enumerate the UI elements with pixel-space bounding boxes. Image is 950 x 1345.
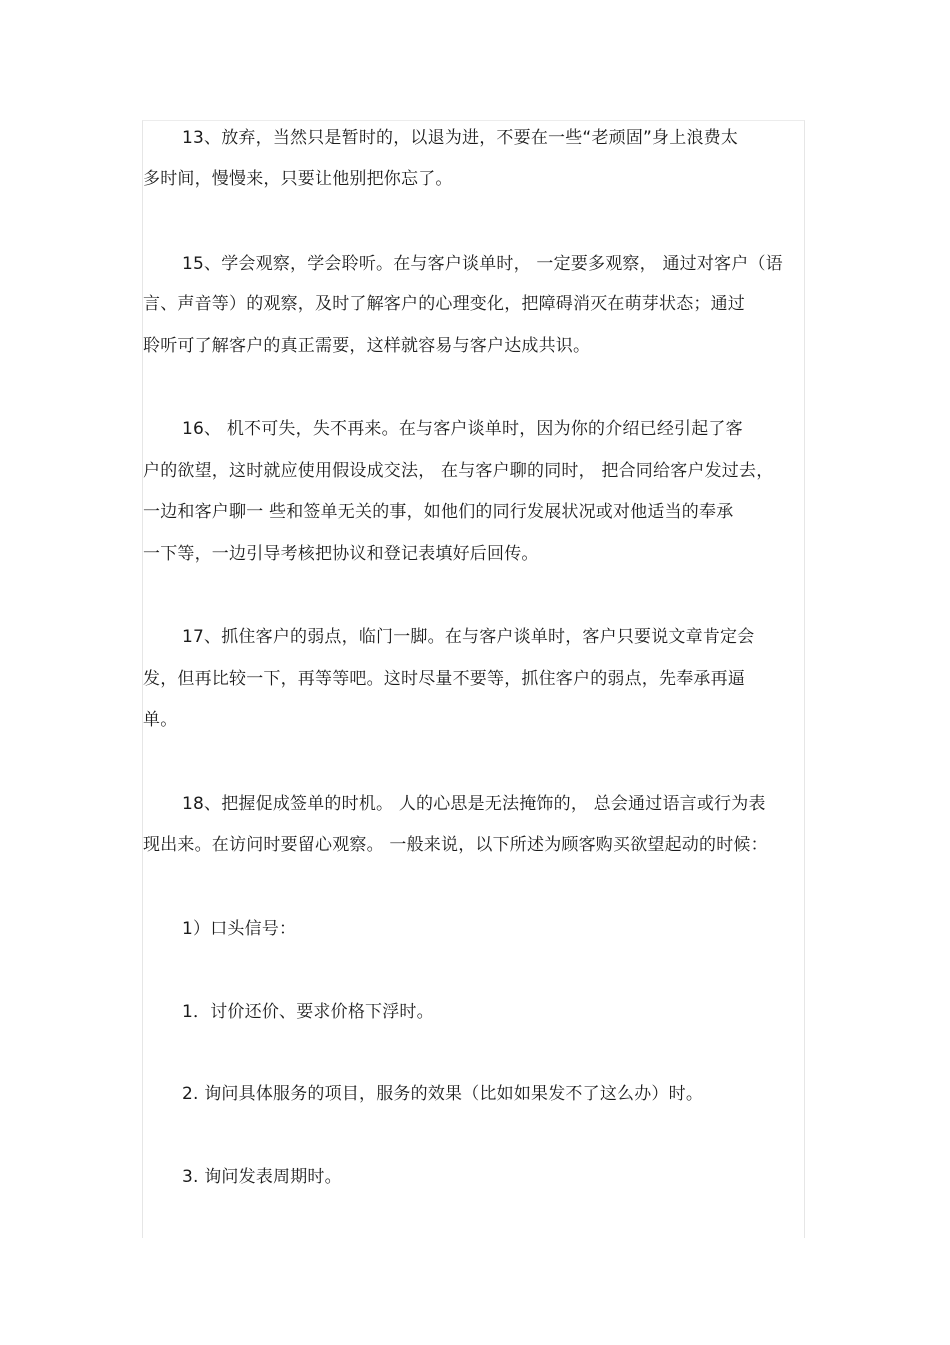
- paragraph-16-line-3: 一边和客户聊一 些和签单无关的事，如他们的同行发展状况或对他适当的奉承: [143, 502, 734, 522]
- verbal-signal-heading: 1）口头信号：: [182, 919, 297, 939]
- paragraph-16-line-1: 16、 机不可失，失不再来。在与客户谈单时，因为你的介绍已经引起了客: [182, 419, 743, 439]
- paragraph-18-line-1: 18、把握促成签单的时机。 人的心思是无法掩饰的， 总会通过语言或行为表: [182, 794, 766, 814]
- paragraph-15-line-3: 聆听可了解客户的真正需要，这样就容易与客户达成共识。: [143, 336, 591, 356]
- paragraph-18-line-2: 现出来。在访问时要留心观察。 一般来说，以下所述为顾客购买欲望起动的时候：: [143, 835, 768, 855]
- paragraph-16-line-4: 一下等，一边引导考核把协议和登记表填好后回传。: [143, 544, 539, 564]
- paragraph-17-line-2: 发，但再比较一下，再等等吧。这时尽量不要等，抓住客户的弱点，先奉承再逼: [143, 669, 745, 689]
- paragraph-15-line-2: 言、声音等）的观察，及时了解客户的心理变化，把障碍消灭在萌芽状态；通过: [143, 294, 745, 314]
- paragraph-15-line-1: 15、学会观察，学会聆听。在与客户谈单时， 一定要多观察， 通过对客户（语: [182, 254, 783, 274]
- paragraph-17-line-1: 17、抓住客户的弱点，临门一脚。在与客户谈单时，客户只要说文章肯定会: [182, 627, 755, 647]
- list-item-2: 2. 询问具体服务的项目，服务的效果（比如如果发不了这么办）时。: [182, 1084, 704, 1104]
- paragraph-17-line-3: 单。: [143, 710, 178, 730]
- list-item-3: 3. 询问发表周期时。: [182, 1167, 342, 1187]
- paragraph-16-line-2: 户的欲望，这时就应使用假设成交法， 在与客户聊的同时， 把合同给客户发过去，: [143, 461, 774, 481]
- paragraph-13-line-2: 多时间，慢慢来，只要让他别把你忘了。: [143, 169, 453, 189]
- list-item-1: 1．讨价还价、要求价格下浮时。: [182, 1002, 434, 1022]
- paragraph-13-line-1: 13、放弃，当然只是暂时的，以退为进，不要在一些“老顽固”身上浪费太: [182, 128, 739, 148]
